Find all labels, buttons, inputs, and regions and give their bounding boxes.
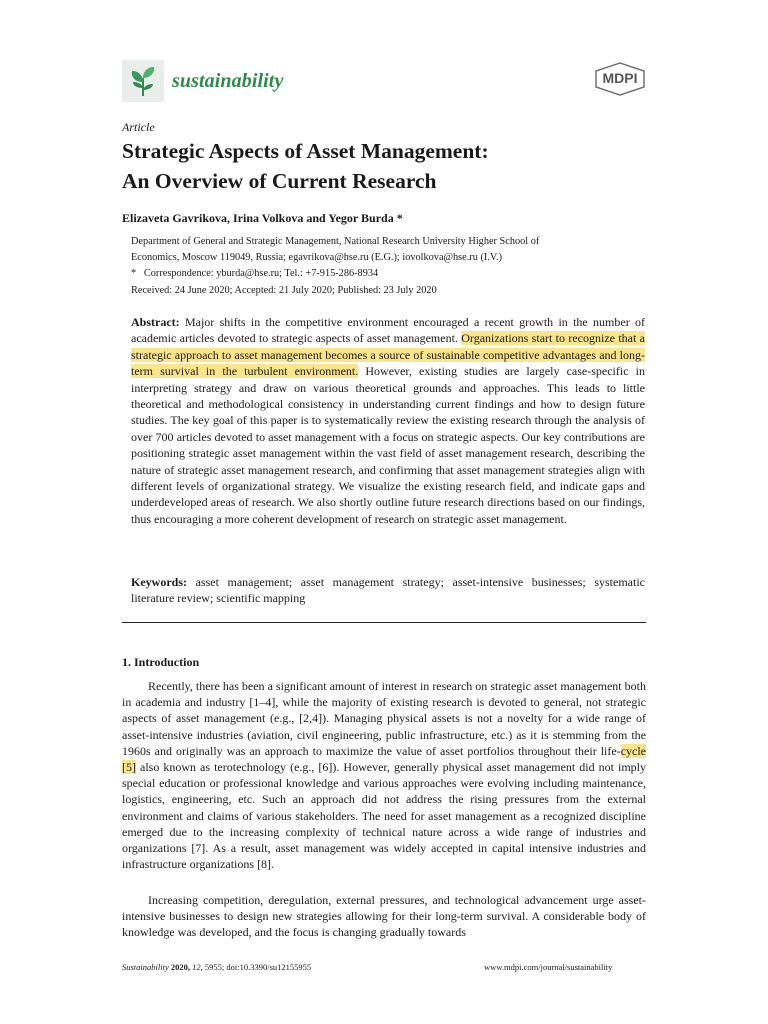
abstract-highlight: Organizations start to recognize that a strategic approach to asset management becomes a source of sustainable competitive advantages and long-term survival in the turbulent environment. — [131, 331, 645, 379]
page-title — [122, 136, 662, 196]
citation-footer — [122, 962, 311, 972]
journal-url[interactable]: www.mdpi.com/journal/sustainability — [484, 962, 613, 972]
publication-dates: Received: 24 June 2020; Accepted: 21 July 2020; Published: 23 July 2020 — [131, 285, 437, 296]
author-list: Elizaveta Gavrikova, Irina Volkova and Yegor Burda * — [122, 211, 403, 225]
title-line-2: An Overview of Current Research — [122, 169, 437, 193]
affiliation-line-1: Department of General and Strategic Management, National Research University Higher School of — [131, 236, 540, 247]
footer-year: 2020, — [168, 962, 193, 972]
footer-volume: 12 — [192, 962, 201, 972]
abstract — [131, 314, 645, 527]
intro-p1-end: also known as terotechnology (e.g., [6]). However, generally physical asset management did not imply special education or professional knowledge and various approaches were evolving including maintenance, logistics, engineering, etc. Such an approach did not address the rising pressures from the external environment and claims of various stakeholders. The need for asset management as a recognized discipline emerged due to the increasing complexity of technical nature across a wide range of industries and organizations [7]. As a result, asset management was widely accepted in capital intensive industries and infrastructure organizations [8]. — [122, 760, 646, 872]
introduction-paragraph-2: Increasing competition, deregulation, external pressures, and technological advancement urge asset-intensive businesses to design new strategies allowing for their long-term survival. A considerable body of knowledge was developed, and the focus is changing gradually towards — [122, 893, 646, 940]
title-line-1: Strategic Aspects of Asset Management: — [122, 139, 489, 163]
abstract-label: Abstract: — [131, 315, 180, 329]
publisher-name: MDPI — [602, 70, 638, 86]
affiliation — [131, 234, 651, 282]
journal-name: sustainability — [172, 70, 284, 92]
section-heading-introduction: 1. Introduction — [122, 655, 200, 669]
correspondence: * Correspondence: yburda@hse.ru; Tel.: +7-915-286-8934 — [131, 268, 379, 279]
journal-logo — [122, 60, 164, 102]
footer-journal: Sustainability — [122, 962, 169, 972]
section-divider — [122, 622, 646, 623]
abstract-text-end: However, existing studies are largely case-specific in interpreting strategy and draw on various theoretical grounds and approaches. This leads to little theoretical and methodological consistency in understanding current findings and how to design future studies. The key goal of this paper is to systematically review the existing research through the analysis of over 700 articles devoted to asset management with a focus on strategic aspects. Our key contributions are positioning strategic asset management within the vast field of asset management research, describing the nature of strategic asset management research, and confirming that asset management strategies align with different levels of organizational strategy. We visualize the existing research field, and indicate gaps and underdeveloped areas of research. We also shortly outline future research directions based on our findings, thus encouraging a more coherent development of research on strategic asset management. — [131, 364, 645, 526]
keywords — [131, 574, 645, 607]
abstract-text-start: Major shifts in the competitive environment encouraged a recent growth in the number of academic articles devoted to strategic aspects of asset management. — [131, 315, 645, 346]
affiliation-line-2: Economics, Moscow 119049, Russia; egavrikova@hse.ru (E.G.); iovolkova@hse.ru (I.V.) — [131, 252, 502, 263]
sprout-leaf-icon — [122, 60, 164, 102]
intro-p1-start: Recently, there has been a significant amount of interest in research on strategic asset management both in academia and industry [1–4], while the majority of existing research is devoted to general, not strategic aspects of asset management (e.g., [2,4]). Managing physical assets is not a novelty for a wide range of asset-intensive industries (aviation, civil engineering, public infrastructure, etc.) as it is stemming from the 1960s and originally was an approach to maximize the value of asset portfolios throughout their life- — [122, 679, 646, 758]
article-type: Article — [122, 120, 155, 134]
keywords-label: Keywords: — [131, 575, 187, 589]
intro-p1-highlight: cycle [5] — [122, 743, 646, 775]
keywords-text: asset management; asset management strategy; asset-intensive businesses; systematic literature review; scientific mapping — [131, 575, 645, 606]
footer-doi: , 5955; doi:10.3390/su12155955 — [200, 962, 312, 972]
introduction-paragraph-1 — [122, 678, 646, 872]
publisher-logo — [594, 62, 646, 96]
